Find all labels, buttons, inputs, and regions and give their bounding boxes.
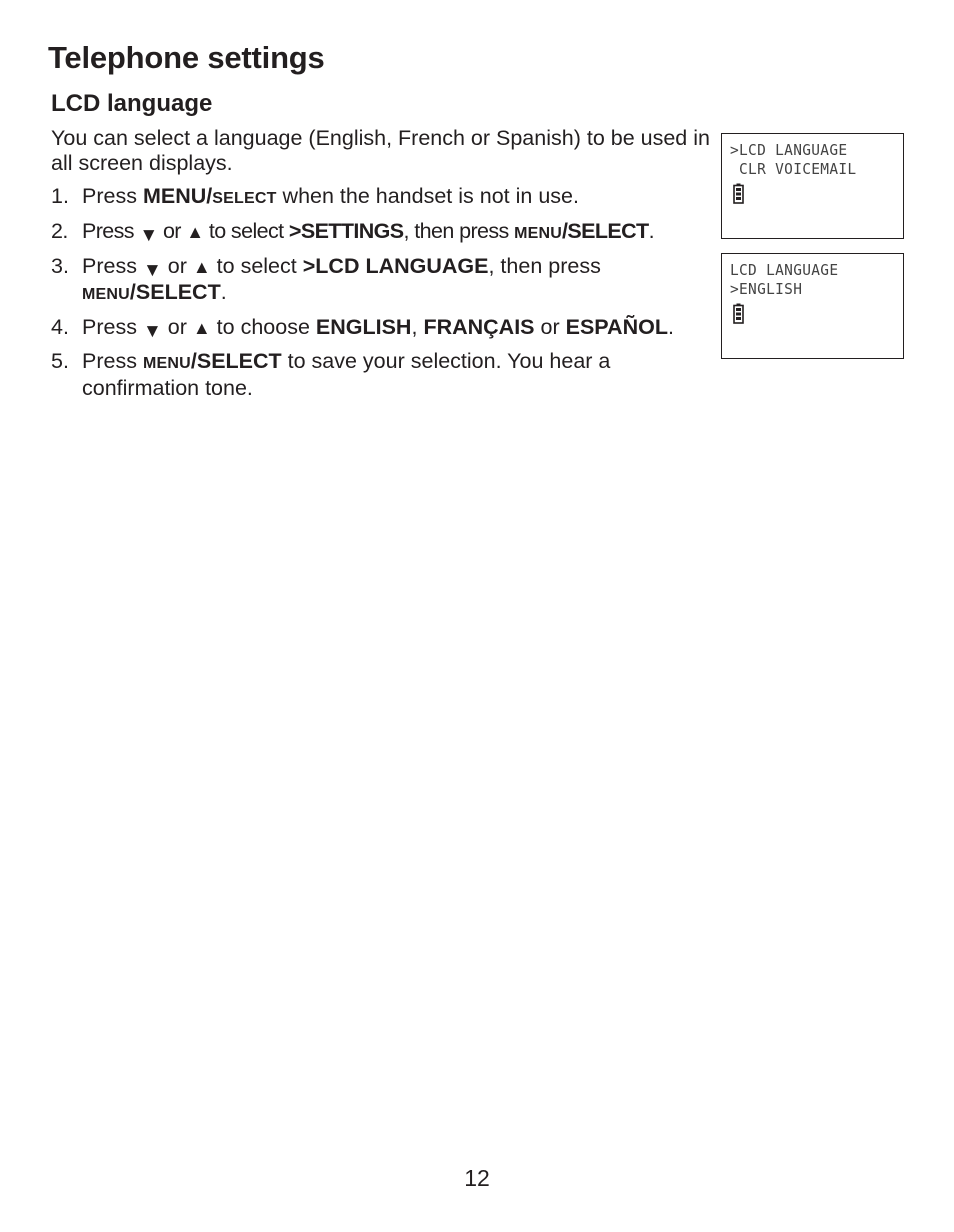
step-text: Press [82, 184, 137, 208]
up-arrow-icon: ▲ [192, 257, 211, 277]
step-text: , then press [403, 219, 509, 243]
step-text: Press [82, 219, 134, 243]
step-2 [51, 219, 711, 246]
step-number: 4. [51, 315, 69, 339]
step-text: Press [82, 254, 137, 278]
step-text: or [167, 254, 187, 278]
step-4 [51, 315, 711, 341]
page-number: 12 [464, 1165, 490, 1191]
select-key-label: SELECT [212, 190, 277, 207]
step-text: . [667, 315, 674, 339]
lcd-line-2: CLR VOICEMAIL [730, 161, 857, 179]
up-arrow-icon: ▲ [186, 222, 204, 242]
step-text: or [540, 315, 560, 339]
step-5 [51, 349, 711, 401]
menu-target: >SETTINGS [288, 219, 404, 243]
step-text: , [411, 315, 418, 339]
step-text: or [167, 315, 187, 339]
select-key-label: /SELECT [129, 280, 221, 304]
menu-key-label: MENU/ [142, 184, 213, 208]
step-text: . [220, 280, 227, 304]
battery-icon [733, 303, 744, 324]
section-title: LCD language [51, 90, 213, 117]
option-francais: FRANÇAIS [423, 315, 535, 339]
lcd-line-1: >LCD LANGUAGE [730, 142, 848, 160]
menu-key-label: MENU [514, 225, 562, 242]
step-number: 2. [51, 219, 68, 243]
option-espanol: ESPAÑOL [565, 315, 668, 339]
select-key-label: /SELECT [561, 219, 649, 243]
steps-list [51, 184, 711, 401]
battery-icon [733, 183, 744, 204]
lcd-screen-1 [721, 133, 904, 239]
step-text: or [162, 219, 181, 243]
step-3 [51, 254, 711, 307]
lcd-line-2: >ENGLISH [730, 281, 803, 299]
step-text: when the handset is not in use. [276, 184, 579, 208]
step-text: to choose [216, 315, 310, 339]
up-arrow-icon: ▲ [192, 318, 211, 338]
select-key-label: /SELECT [190, 349, 282, 373]
menu-key-label: MENU [82, 286, 130, 303]
step-text: to select [216, 254, 297, 278]
step-text: Press [82, 315, 137, 339]
step-number: 3. [51, 254, 69, 278]
menu-target: >LCD LANGUAGE [302, 254, 489, 278]
lcd-line-1: LCD LANGUAGE [730, 262, 839, 280]
step-text: to select [208, 219, 284, 243]
lcd-screen-2 [721, 253, 904, 359]
page-title: Telephone settings [48, 40, 325, 75]
down-arrow-icon: ▼ [139, 225, 158, 246]
step-text: . [648, 219, 654, 243]
down-arrow-icon: ▼ [142, 321, 162, 342]
step-1 [51, 184, 711, 211]
down-arrow-icon: ▼ [142, 260, 162, 281]
option-english: ENGLISH [315, 315, 412, 339]
step-number: 5. [51, 349, 69, 373]
step-number: 1. [51, 184, 69, 208]
instructions [51, 126, 711, 409]
menu-key-label: MENU [142, 355, 191, 372]
step-text: , then press [488, 254, 601, 278]
intro-text: You can select a language (English, French or Spanish) to be used in all screen displays. [51, 126, 710, 175]
step-text: Press [82, 349, 137, 373]
step-text: to save your selection. You hear a confirmation tone. [82, 349, 611, 400]
